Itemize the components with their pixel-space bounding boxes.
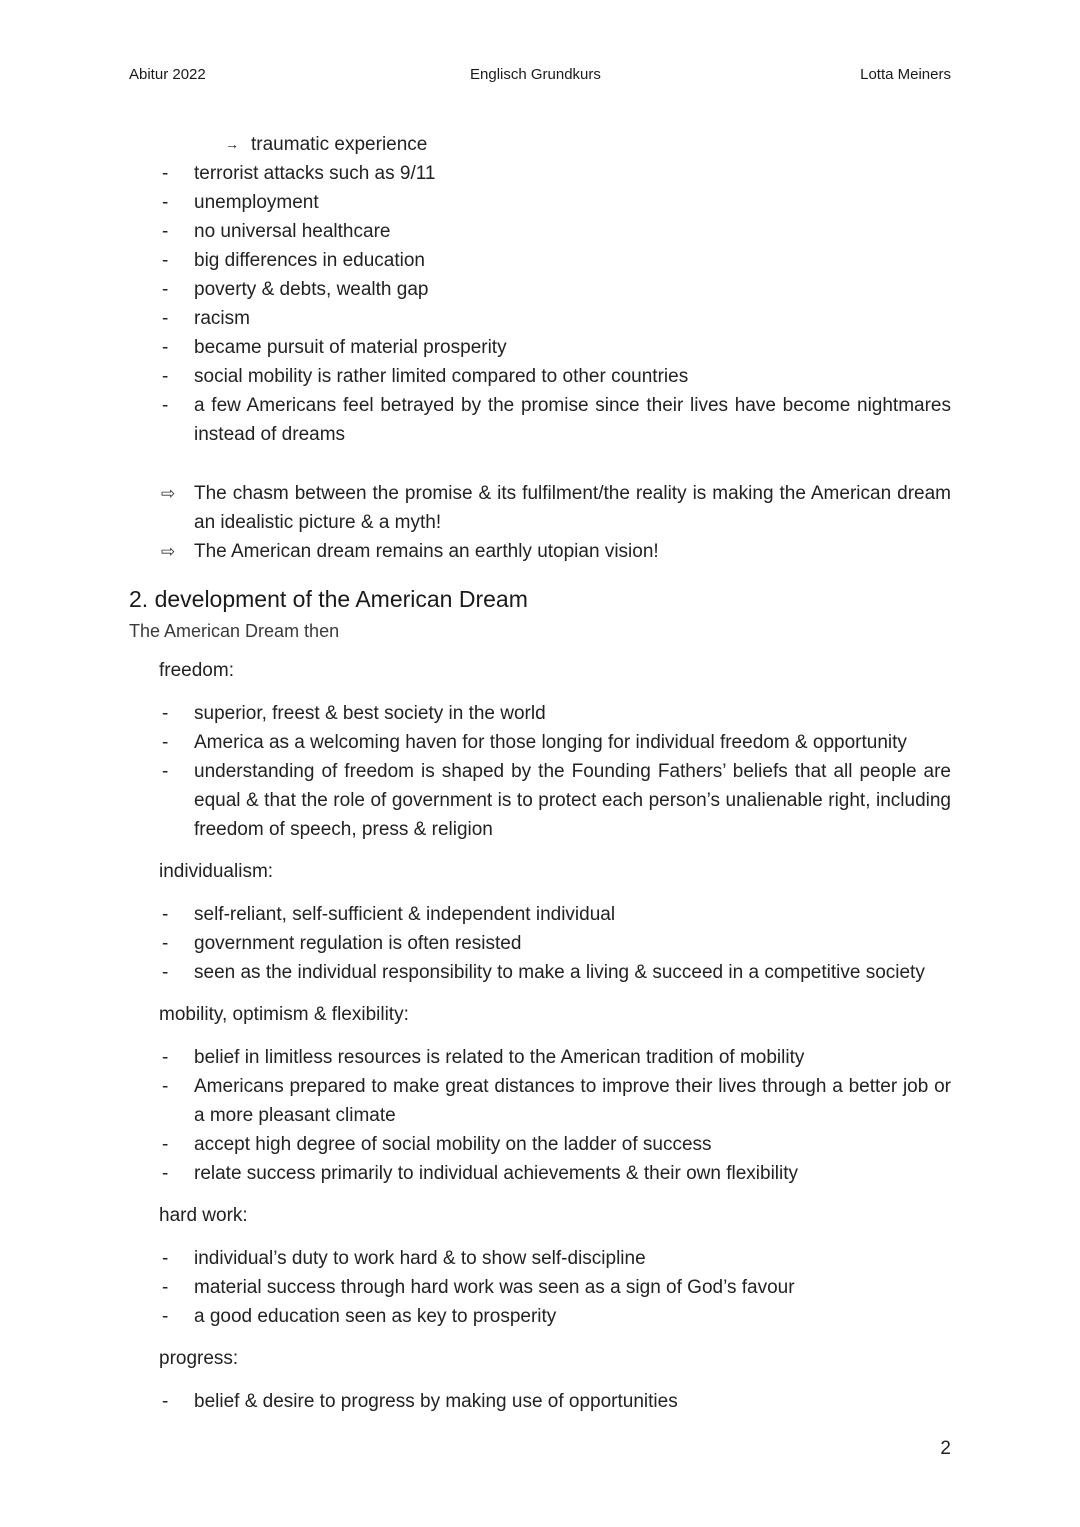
dash-bullet: - [162,933,169,954]
list-item-text: belief in limitless resources is related to the American tradition of mobility [194,1047,805,1068]
list-item [162,929,951,958]
conclusion-text: The chasm between the promise & its fulfilment/the reality is making the American dream an idealistic picture & a myth! [194,483,951,533]
list-item-text: self-reliant, self-sufficient & independent individual [194,904,616,925]
page-number: 2 [940,1438,951,1459]
list-item [162,188,951,217]
category-list [129,1244,951,1331]
list-item-text: government regulation is often resisted [194,933,522,954]
list-item [162,1387,951,1416]
list-item-text: superior, freest & best society in the world [194,703,546,724]
dash-bullet: - [162,1306,169,1327]
spacer [129,844,951,857]
list-item [162,958,951,987]
list-item [162,275,951,304]
spacer [129,987,951,1000]
list-item-text: relate success primarily to individual achievements & their own flexibility [194,1163,799,1184]
list-item-text: poverty & debts, wealth gap [194,279,429,300]
list-item [162,1273,951,1302]
arrow-line-text: traumatic experience [251,134,428,155]
list-item-text: big differences in education [194,250,425,271]
spacer [129,1230,951,1244]
list-item [162,391,951,449]
dash-bullet: - [162,962,169,983]
conclusions [129,479,951,566]
conclusion-text: The American dream remains an earthly utopian vision! [194,541,659,562]
list-item-text: belief & desire to progress by making use of opportunities [194,1391,678,1412]
spacer [129,1331,951,1344]
dash-bullet: - [162,1076,169,1097]
list-item [162,1043,951,1072]
list-item-text: racism [194,308,250,329]
dash-bullet: - [162,250,169,271]
dash-bullet: - [162,1391,169,1412]
dash-bullet: - [162,1277,169,1298]
list-item-text: individual’s duty to work hard & to show self-discipline [194,1248,646,1269]
dash-bullet: - [162,366,169,387]
list-item-text: terrorist attacks such as 9/11 [194,163,436,184]
section-title: 2. development of the American Dream [129,586,528,612]
list-item-text: accept high degree of social mobility on the ladder of success [194,1134,712,1155]
outline-arrow-icon: ⇨ [161,542,176,561]
dash-bullet: - [162,192,169,213]
list-item [162,1302,951,1331]
dash-bullet: - [162,1248,169,1269]
dash-bullet: - [162,732,169,753]
dash-bullet: - [162,904,169,925]
category-list [129,1387,951,1416]
conclusion-item [129,537,951,566]
list-item-text: Americans prepared to make great distances to improve their lives through a better job or a more pleasant climate [194,1076,951,1126]
list-item-text: unemployment [194,192,319,213]
spacer [129,886,951,900]
list-item-text: seen as the individual responsibility to make a living & succeed in a competitive society [194,962,925,983]
list-item [162,757,951,844]
header-right: Lotta Meiners [860,66,951,83]
list-item-text: became pursuit of material prosperity [194,337,507,358]
dash-bullet: - [162,1134,169,1155]
category-label: mobility, optimism & flexibility: [159,1004,409,1025]
dash-bullet: - [162,279,169,300]
list-item [162,362,951,391]
spacer [129,1188,951,1201]
list-item-text: no universal healthcare [194,221,391,242]
category-list [129,1043,951,1188]
intro-list [129,159,951,449]
dash-bullet: - [162,1047,169,1068]
list-item-text: a good education seen as key to prosperity [194,1306,557,1327]
conclusion-item [129,479,951,537]
list-item-text: social mobility is rather limited compared to other countries [194,366,689,387]
list-item-text: America as a welcoming haven for those longing for individual freedom & opportunity [194,732,907,753]
list-item [162,1159,951,1188]
list-item [162,246,951,275]
page-content [129,130,951,1416]
spacer [129,685,951,699]
dash-bullet: - [162,221,169,242]
dash-bullet: - [162,1163,169,1184]
category-label: progress: [159,1348,239,1369]
list-item [162,900,951,929]
dash-bullet: - [162,761,169,782]
spacer [129,1373,951,1387]
categories [129,656,951,1416]
category-list [129,699,951,844]
right-arrow-icon: → [225,136,239,152]
category-list [129,900,951,987]
dash-bullet: - [162,163,169,184]
category-label: individualism: [159,861,274,882]
list-item [162,159,951,188]
spacer [129,1029,951,1043]
list-item-text: a few Americans feel betrayed by the promise since their lives have become nightmares instead of dreams [194,395,951,445]
outline-arrow-icon: ⇨ [161,484,176,503]
list-item [162,728,951,757]
arrow-line [225,130,951,159]
list-item [162,1072,951,1130]
list-item [162,304,951,333]
dash-bullet: - [162,395,169,416]
list-item [162,333,951,362]
header-left: Abitur 2022 [129,66,206,83]
category-label: freedom: [159,660,234,681]
section-subtitle: The American Dream then [129,621,340,641]
list-item [162,1130,951,1159]
category-label: hard work: [159,1205,248,1226]
list-item-text: material success through hard work was seen as a sign of God’s favour [194,1277,795,1298]
dash-bullet: - [162,337,169,358]
list-item [162,699,951,728]
dash-bullet: - [162,308,169,329]
list-item [162,217,951,246]
list-item-text: understanding of freedom is shaped by the Founding Fathers’ beliefs that all people are equal & that the role of government is to protect each person’s unalienable right, including freedom of speech, press & religion [194,761,951,840]
dash-bullet: - [162,703,169,724]
list-item [162,1244,951,1273]
header-center: Englisch Grundkurs [470,66,601,83]
